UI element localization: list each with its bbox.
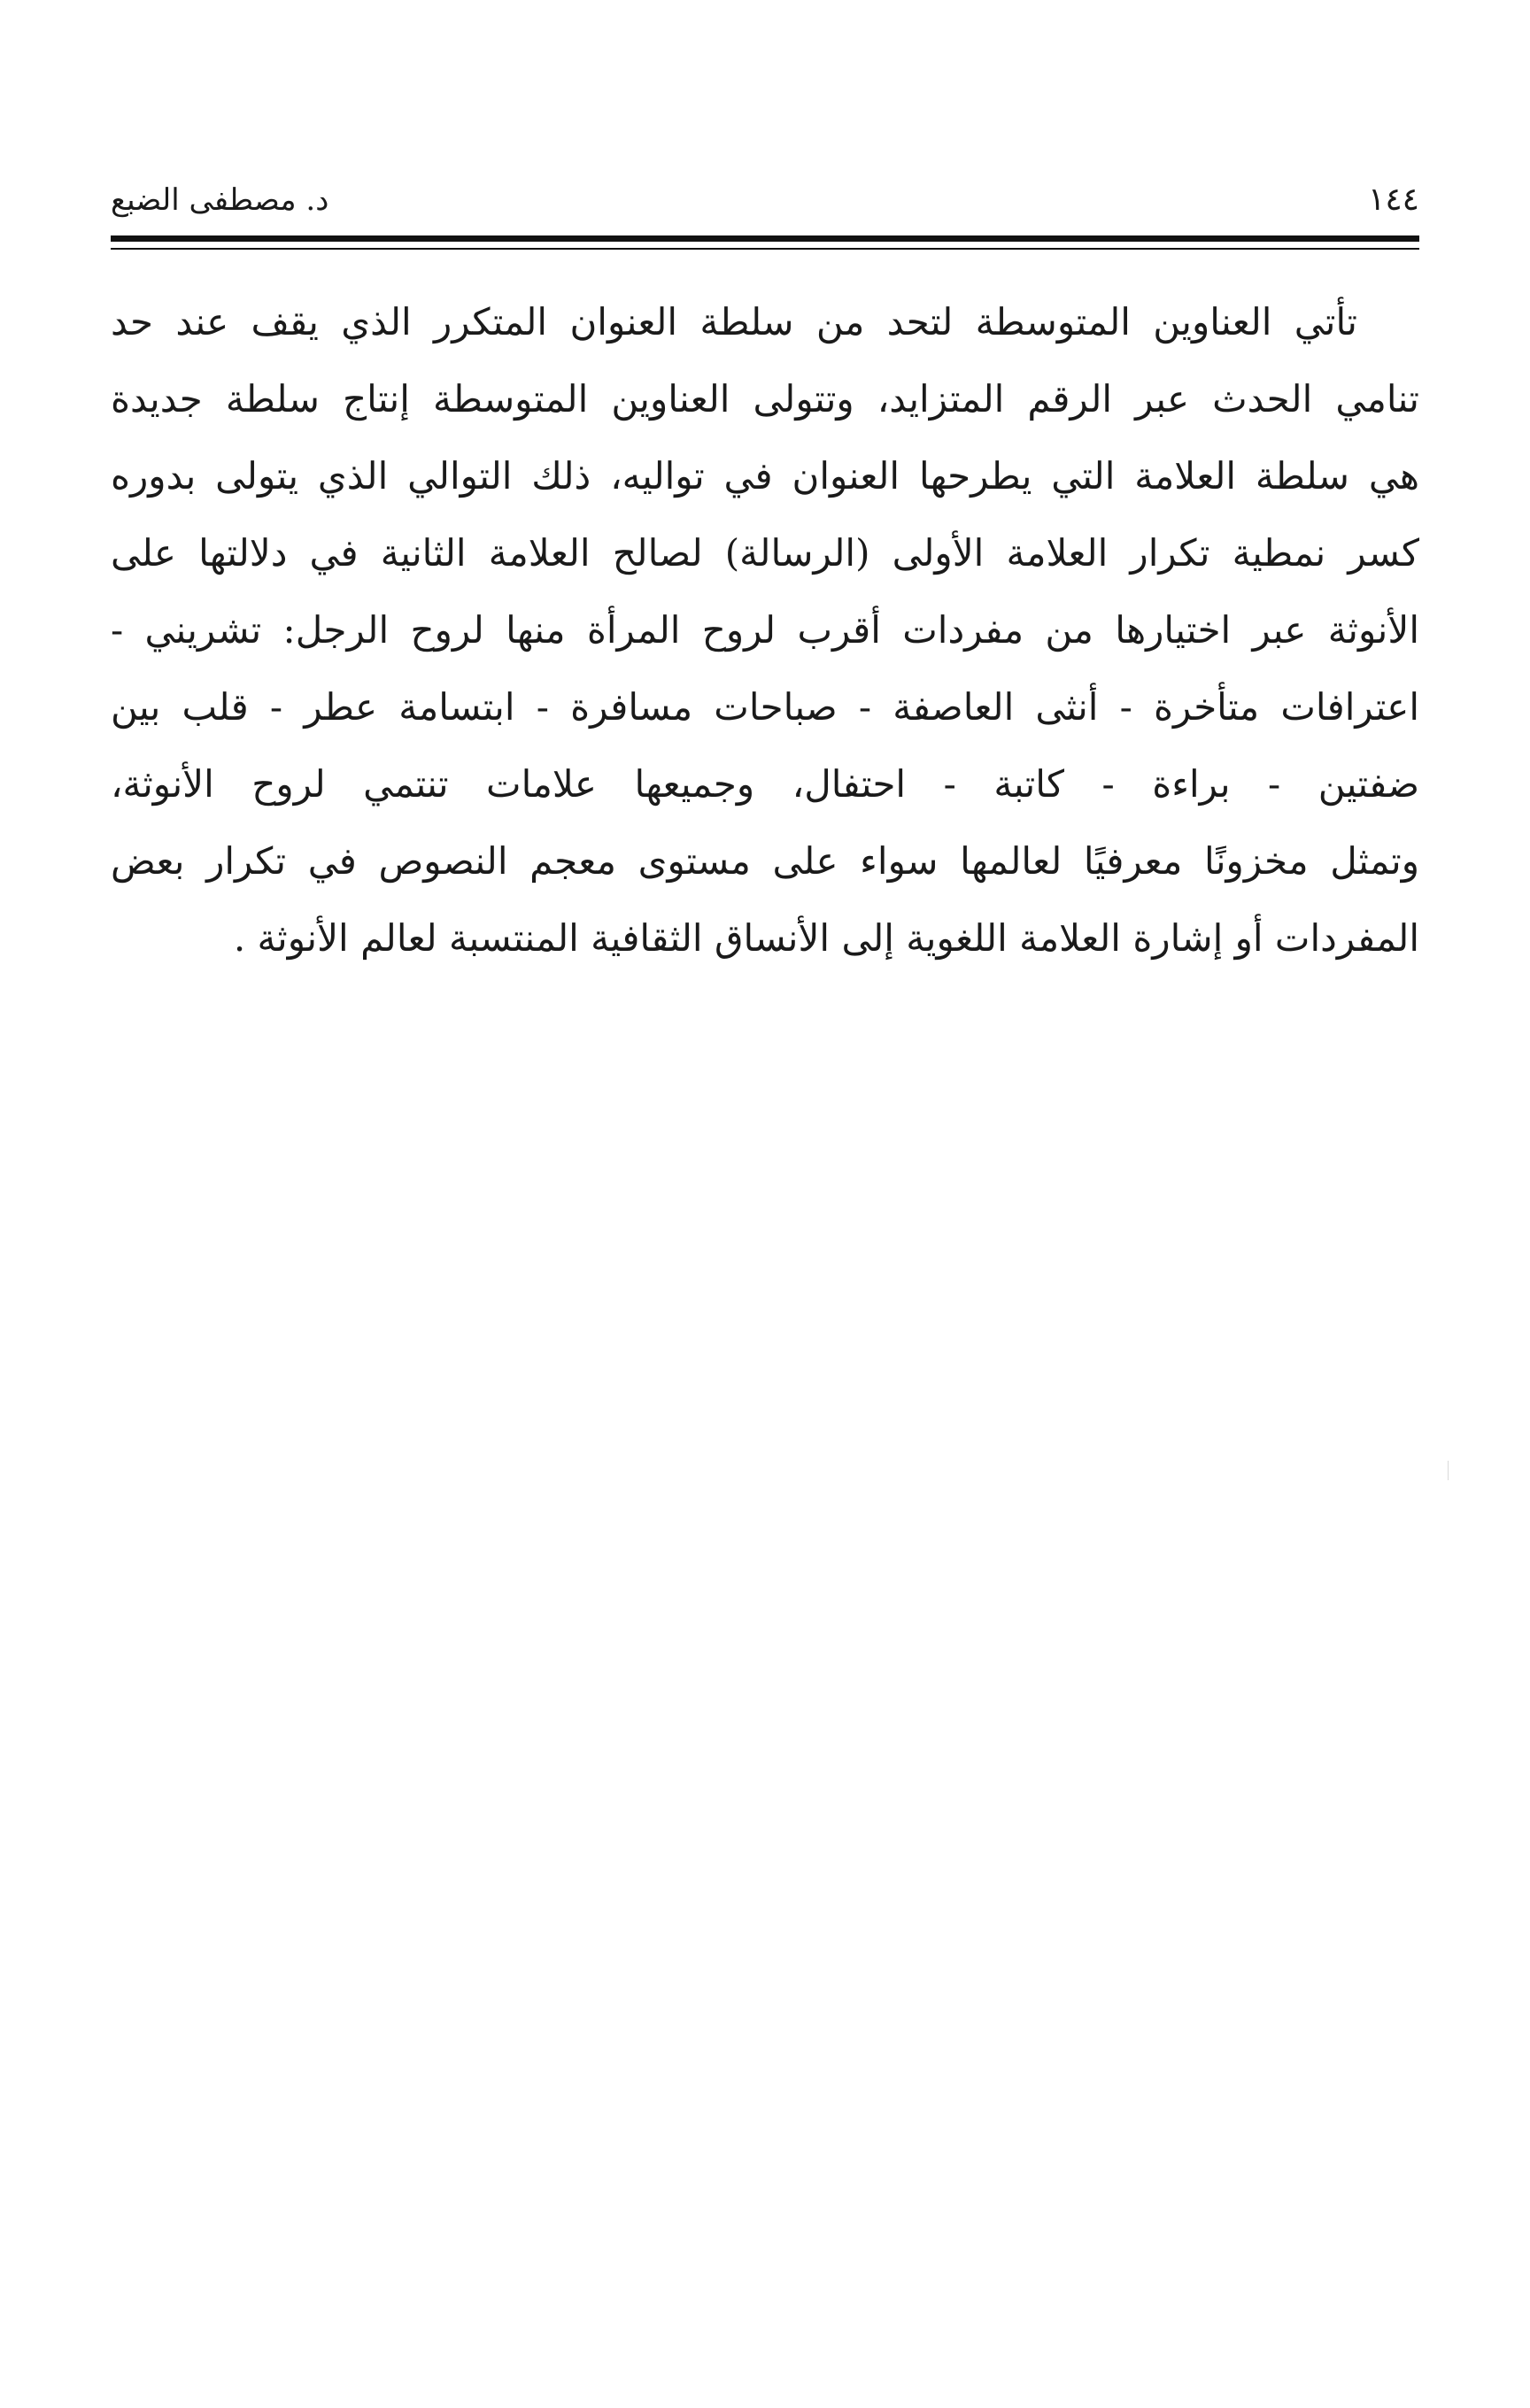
text-line: وتمثل مخزونًا معرفيًا لعالمها سواء على مستوى معجم النصوص في تكرار بعض xyxy=(111,839,1419,883)
text-line: تنامي الحدث عبر الرقم المتزايد، وتتولى العناوين المتوسطة إنتاج سلطة جديدة xyxy=(111,377,1419,421)
header-rule-thin xyxy=(111,248,1419,250)
author-name: د. مصطفى الضبع xyxy=(111,182,329,218)
page-number: ١٤٤ xyxy=(1367,181,1419,218)
header-rule-thick xyxy=(111,235,1419,242)
running-header xyxy=(111,174,1419,227)
text-line: اعترافات متأخرة - أنثى العاصفة - صباحات مسافرة - ابتسامة عطر - قلب بين xyxy=(111,685,1419,729)
text-line: كسر نمطية تكرار العلامة الأولى (الرسالة) لصالح العلامة الثانية في دلالتها على xyxy=(111,531,1419,575)
text-line: ضفتين - براءة - كاتبة - احتفال، وجميعها علامات تنتمي لروح الأنوثة، xyxy=(111,762,1419,806)
body-paragraph xyxy=(111,283,1419,976)
scan-mark xyxy=(1448,1461,1449,1480)
text-line: هي سلطة العلامة التي يطرحها العنوان في تواليه، ذلك التوالي الذي يتولى بدوره xyxy=(111,454,1419,498)
text-line: تأتي العناوين المتوسطة لتحد من سلطة العنوان المتكرر الذي يقف عند حد xyxy=(111,300,1357,343)
text-line: المفردات أو إشارة العلامة اللغوية إلى الأنساق الثقافية المنتسبة لعالم الأنوثة . xyxy=(233,916,1419,960)
text-line: الأنوثة عبر اختيارها من مفردات أقرب لروح المرأة منها لروح الرجل: تشريني - xyxy=(111,608,1419,652)
